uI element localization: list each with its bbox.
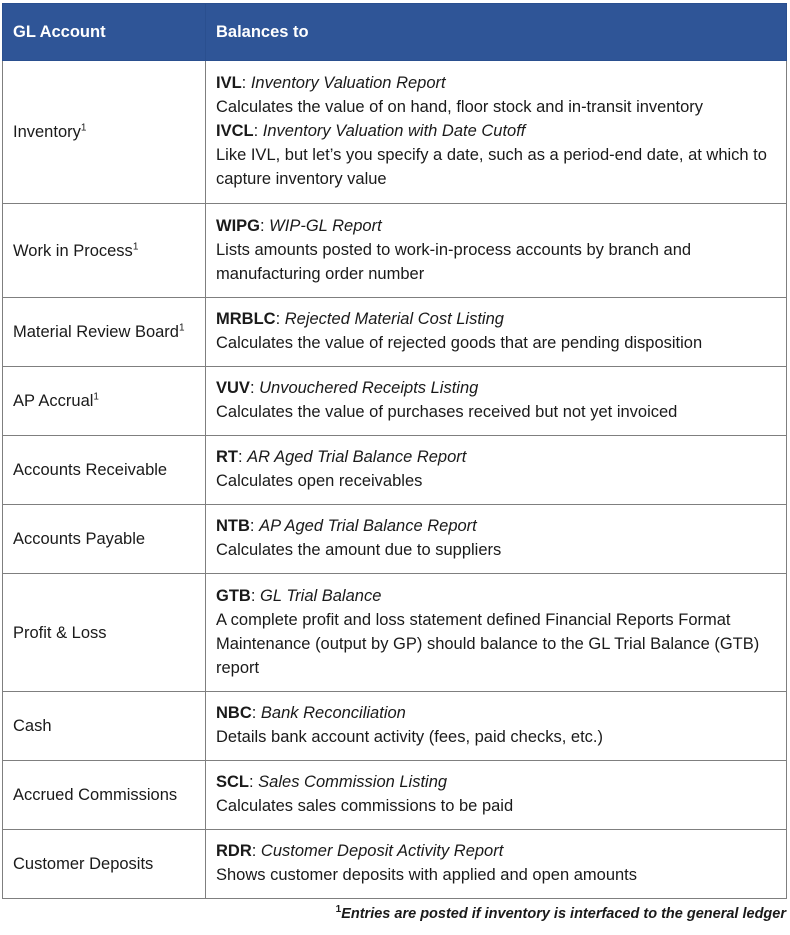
report-code: VUV xyxy=(216,379,250,397)
account-cell xyxy=(3,61,206,204)
footnote xyxy=(336,906,786,922)
table-row xyxy=(3,505,787,574)
report-description: A complete profit and loss statement defined Financial Reports Format Maintenance (output by GP) should balance to the GL Trial Balance (GTB) report xyxy=(216,610,760,677)
report-heading: NBC: Bank Reconciliation xyxy=(216,704,406,722)
report-description: Like IVL, but let’s you specify a date, such as a period-end date, at which to capture inventory value xyxy=(216,146,767,188)
account-name: AP Accrual xyxy=(13,392,94,410)
header-balances-to: Balances to xyxy=(206,4,787,61)
footnote-marker: 1 xyxy=(178,322,185,334)
report-title: AR Aged Trial Balance Report xyxy=(247,448,467,466)
report-title: Inventory Valuation Report xyxy=(250,74,446,92)
report-code: RT xyxy=(216,448,238,466)
report-title: Rejected Material Cost Listing xyxy=(284,310,504,328)
table-row xyxy=(3,61,787,204)
report-heading: WIPG: WIP-GL Report xyxy=(216,216,382,235)
footnote-marker: 1 xyxy=(132,241,139,252)
footnote-marker: 1 xyxy=(80,122,87,134)
report-heading: VUV: Unvouchered Receipts Listing xyxy=(216,379,479,397)
report-code: IVCL xyxy=(216,122,254,140)
account-name: Accounts Receivable xyxy=(13,461,168,479)
report-heading: NTB: AP Aged Trial Balance Report xyxy=(216,517,477,535)
account-name: Material Review Board xyxy=(13,323,179,341)
report-description: Shows customer deposits with applied and open amounts xyxy=(216,866,637,884)
table-row xyxy=(3,204,787,298)
report-title: Unvouchered Receipts Listing xyxy=(259,379,479,397)
account-cell xyxy=(3,367,206,436)
balances-to-cell xyxy=(206,204,787,298)
table-row xyxy=(3,367,787,436)
report-code: GTB xyxy=(216,586,251,605)
account-name: Customer Deposits xyxy=(13,855,154,873)
report-title: WIP-GL Report xyxy=(269,216,382,235)
account-cell xyxy=(3,204,206,298)
account-name: Cash xyxy=(13,717,52,735)
balances-to-cell xyxy=(206,436,787,505)
report-title: AP Aged Trial Balance Report xyxy=(259,517,477,535)
account-cell xyxy=(3,436,206,505)
gl-balance-table xyxy=(2,3,787,899)
balances-to-cell xyxy=(206,574,787,692)
balances-to-cell xyxy=(206,830,787,899)
report-heading: GTB: GL Trial Balance xyxy=(216,586,382,605)
report-description: Calculates open receivables xyxy=(216,472,423,490)
balances-to-cell xyxy=(206,298,787,367)
report-heading: RDR: Customer Deposit Activity Report xyxy=(216,842,504,860)
report-description: Calculates the value of purchases received but not yet invoiced xyxy=(216,403,678,421)
balances-to-cell xyxy=(206,692,787,761)
table-row xyxy=(3,298,787,367)
account-name: Profit & Loss xyxy=(13,623,107,642)
report-title: Inventory Valuation with Date Cutoff xyxy=(262,122,526,140)
report-title: Bank Reconciliation xyxy=(260,704,406,722)
table-header-row xyxy=(3,4,787,61)
balances-to-cell xyxy=(206,761,787,830)
table-row xyxy=(3,761,787,830)
account-name: Inventory xyxy=(13,123,81,141)
footnote-text: Entries are posted if inventory is interfaced to the general ledger xyxy=(341,906,786,922)
balances-to-cell xyxy=(206,61,787,204)
report-description: Details bank account activity (fees, paid checks, etc.) xyxy=(216,728,604,746)
account-cell xyxy=(3,298,206,367)
footnote-marker: 1 xyxy=(335,904,342,916)
report-description: Calculates the amount due to suppliers xyxy=(216,541,502,559)
table-row xyxy=(3,436,787,505)
account-cell xyxy=(3,761,206,830)
report-code: NBC xyxy=(216,704,252,722)
account-cell xyxy=(3,574,206,692)
account-cell xyxy=(3,830,206,899)
report-heading: IVCL: Inventory Valuation with Date Cutoff xyxy=(216,122,526,140)
account-cell xyxy=(3,692,206,761)
account-name: Work in Process xyxy=(13,241,133,260)
report-code: RDR xyxy=(216,842,252,860)
report-title: Customer Deposit Activity Report xyxy=(260,842,504,860)
header-gl-account: GL Account xyxy=(3,4,206,61)
table-row xyxy=(3,692,787,761)
report-heading: SCL: Sales Commission Listing xyxy=(216,773,448,791)
report-description: Lists amounts posted to work-in-process accounts by branch and manufacturing order number xyxy=(216,240,692,283)
footnote-marker: 1 xyxy=(93,391,99,403)
report-description: Calculates the value of on hand, floor stock and in-transit inventory xyxy=(216,98,704,116)
report-code: NTB xyxy=(216,517,250,535)
account-name: Accounts Payable xyxy=(13,530,146,548)
report-description: Calculates sales commissions to be paid xyxy=(216,797,514,815)
report-code: MRBLC xyxy=(216,310,276,328)
report-heading: RT: AR Aged Trial Balance Report xyxy=(216,448,467,466)
report-description: Calculates the value of rejected goods that are pending disposition xyxy=(216,334,703,352)
report-title: GL Trial Balance xyxy=(260,586,382,605)
table-row xyxy=(3,830,787,899)
account-cell xyxy=(3,505,206,574)
balances-to-cell xyxy=(206,367,787,436)
report-code: WIPG xyxy=(216,216,260,235)
table-row xyxy=(3,574,787,692)
account-name: Accrued Commissions xyxy=(13,786,178,804)
report-title: Sales Commission Listing xyxy=(258,773,448,791)
balances-to-cell xyxy=(206,505,787,574)
report-heading: IVL: Inventory Valuation Report xyxy=(216,74,446,92)
report-code: SCL xyxy=(216,773,249,791)
report-heading: MRBLC: Rejected Material Cost Listing xyxy=(216,310,504,328)
report-code: IVL xyxy=(216,74,242,92)
